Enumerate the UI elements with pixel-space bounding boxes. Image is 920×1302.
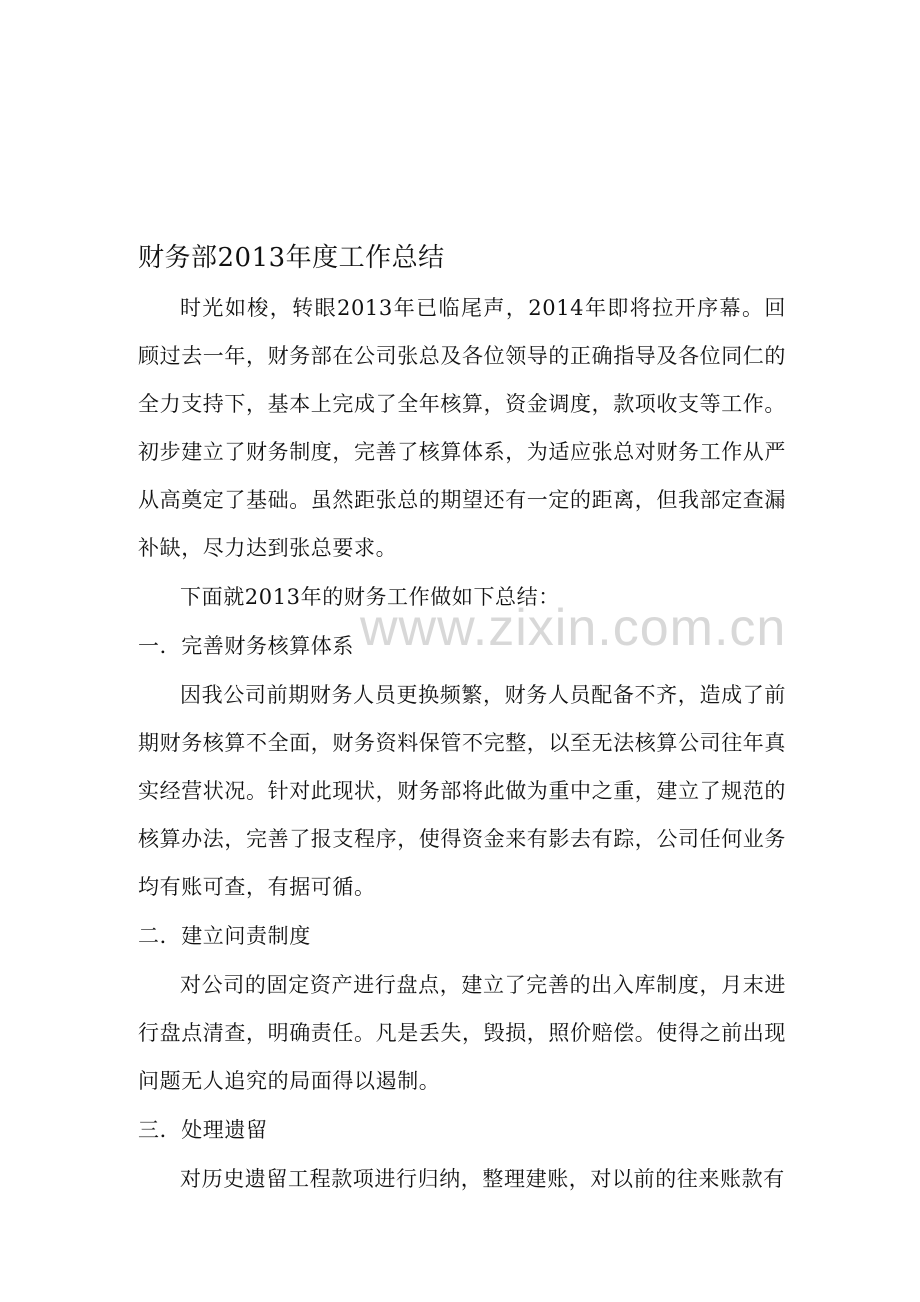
document-title: 财务部2013年度工作总结 bbox=[138, 243, 445, 273]
intro-paragraph: 时光如梭，转眼2013年已临尾声，2014年即将拉开序幕。回顾过去一年，财务部在公司张总及各位领导的正确指导及各位同仁的全力支持下，基本上完成了全年核算，资金调度，款项收支等工作。初步建立了财务制度，完善了核算体系，为适应张总对财务工作从严从高奠定了基础。虽然距张总的期望还有一定的距离，但我部定查漏补缺，尽力达到张总要求。 bbox=[138, 296, 786, 560]
section-heading-1: 一．完善财务核算体系 bbox=[138, 634, 354, 658]
watermark-text: www.zixin.com.cn bbox=[360, 599, 787, 657]
document-body bbox=[138, 236, 786, 1204]
section-body-3: 对历史遗留工程款项进行归纳，整理建账，对以前的往来账款有 bbox=[180, 1167, 785, 1191]
section-heading-2: 二．建立问责制度 bbox=[138, 924, 311, 948]
section-body-2: 对公司的固定资产进行盘点，建立了完善的出入库制度，月末进行盘点清查，明确责任。凡是丢失，毁损，照价赔偿。使得之前出现问题无人追究的局面得以遏制。 bbox=[138, 973, 786, 1093]
section-heading-3: 三．处理遗留 bbox=[138, 1118, 268, 1142]
section-body-1: 因我公司前期财务人员更换频繁，财务人员配备不齐，造成了前期财务核算不全面，财务资料保管不完整，以至无法核算公司往年真实经营状况。针对此现状，财务部将此做为重中之重，建立了规范的核算办法，完善了报支程序，使得资金来有影去有踪，公司任何业务均有账可查，有据可循。 bbox=[138, 683, 786, 899]
summary-lead-paragraph: 下面就2013年的财务工作做如下总结： bbox=[180, 585, 560, 609]
